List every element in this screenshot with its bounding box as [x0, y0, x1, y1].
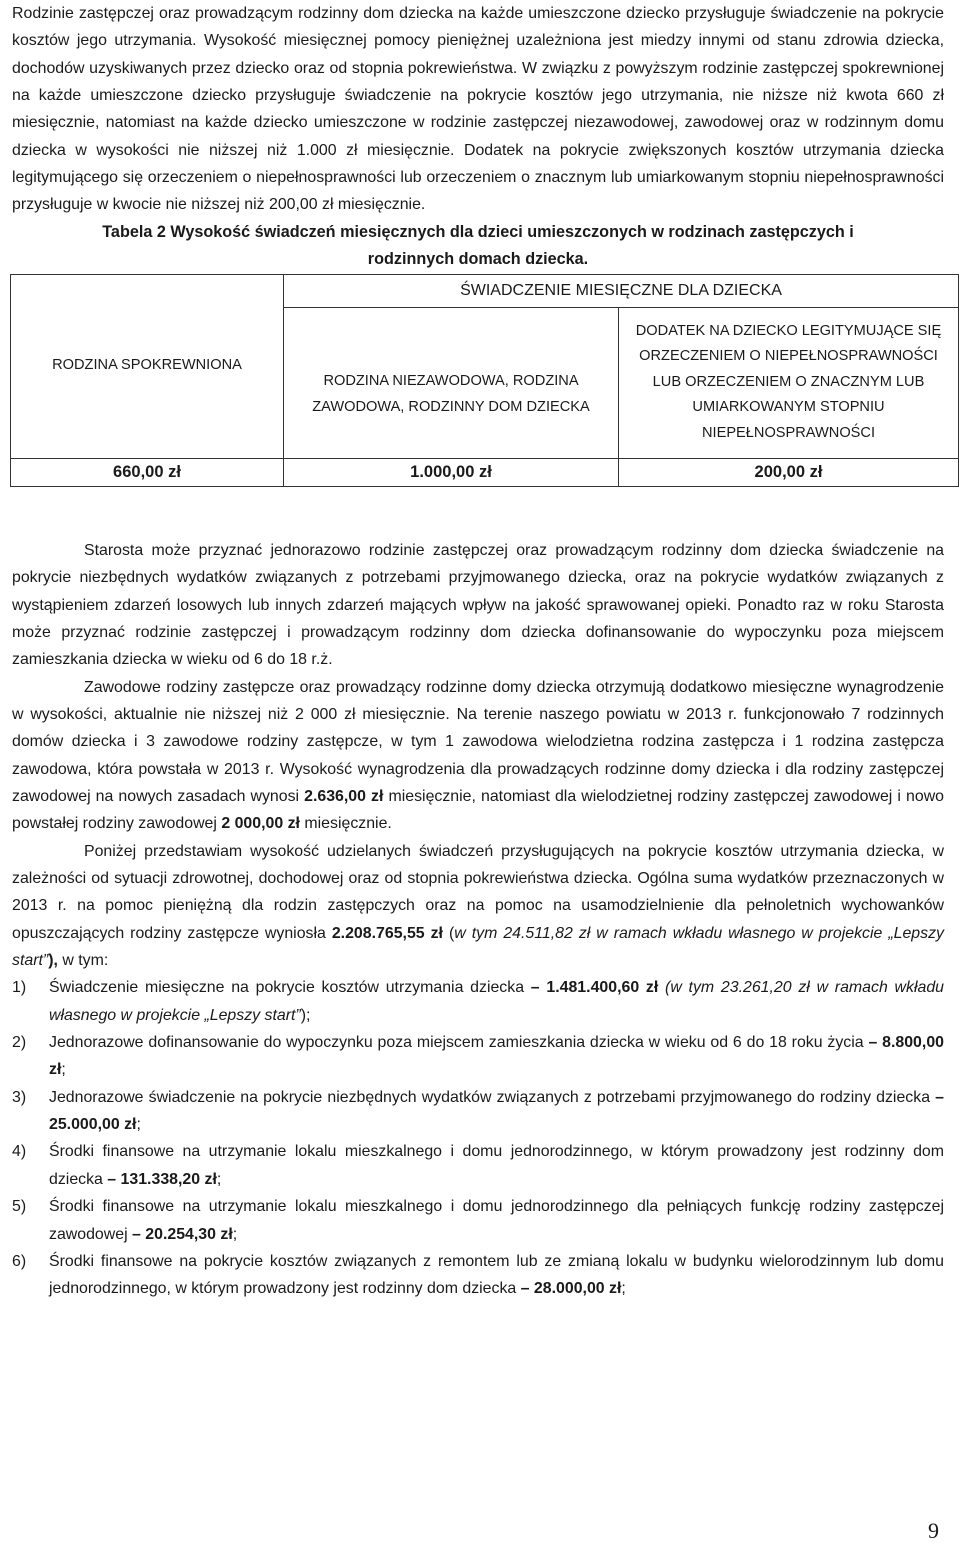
list-item: 2) Jednorazowe dofinansowanie do wypoczynku poza miejscem zamieszkania dziecka w wieku od 6 do 18 roku życia – 8.800,00 zł; [12, 1034, 944, 1079]
page-number: 9 [928, 1518, 939, 1543]
paragraph-expenses-summary: Poniżej przedstawiam wysokość udzielanych świadczeń przysługujących na pokrycie kosztów utrzymania dziecka, w zależności od sytuacji zdrowotnej, dochodowej oraz od stopnia pokrewieństwa dziecka. Ogólna suma wydatków przeznaczonych w 2013 r. na pomoc pieniężną dla rodzin zastępczych oraz na pomoc na usamodzielnienie dla pełnoletnich wychowanków opuszczających rodziny zastępcze wyniosła 2.208.765,55 zł (w tym 24.511,82 zł w ramach wkładu własnego w projekcie „Lepszy start”), w tym: [12, 842, 944, 970]
document-page [12, 0, 944, 1303]
list-item: 1) Świadczenie miesięczne na pokrycie kosztów utrzymania dziecka – 1.481.400,60 zł (w tym 23.261,20 zł w ramach wkładu własnego w projekcie „Lepszy start”); [12, 979, 944, 1024]
list-item: 4) Środki finansowe na utrzymanie lokalu mieszkalnego i domu jednorodzinnego, w którym prowadzony jest rodzinny dom dziecka – 131.338,20 zł; [12, 1143, 944, 1188]
list-item: 5) Środki finansowe na utrzymanie lokalu mieszkalnego i domu jednorodzinnego dla pełniących funkcję rodziny zastępczej zawodowej – 20.254,30 zł; [12, 1198, 944, 1243]
table-value-related: 660,00 zł [11, 458, 284, 486]
expenses-list [12, 974, 944, 1302]
table-value-allowance: 200,00 zł [619, 458, 959, 486]
paragraph-benefits: Rodzinie zastępczej oraz prowadzącym rodzinny dom dziecka na każde umieszczone dziecko przysługuje świadczenie na pokrycie kosztów jego utrzymania. Wysokość miesięcznej pomocy pieniężnej uzależniona jest miedzy innymi od stanu zdrowia dziecka, dochodów uzyskiwanych przez dziecko oraz od stopnia pokrewieństwa. W związku z powyższym rodzinie zastępczej spokrewnionej na każde umieszczone dziecko przysługuje świadczenie na pokrycie kosztów jego utrzymania, nie niższe niż kwota 660 zł miesięcznie, natomiast na każde dziecko umieszczone w rodzinie zastępczej niezawodowej, zawodowej oraz w rodzinnym domu dziecka w wysokości nie niższej niż 1.000 zł miesięcznie. Dodatek na pokrycie zwiększonych kosztów utrzymania dziecka legitymującego się orzeczeniem o niepełnosprawności lub orzeczeniem o znacznym lub umiarkowanym stopniu niepełnosprawności przysługuje w kwocie nie niższej niż 200,00 zł miesięcznie. [12, 5, 944, 214]
list-item: 3) Jednorazowe świadczenie na pokrycie niezbędnych wydatków związanych z potrzebami przyjmowanego do rodziny dziecka – 25.000,00 zł; [12, 1088, 944, 1134]
table-header-related-family: RODZINA SPOKREWNIONA [11, 274, 284, 458]
table-value-non-related: 1.000,00 zł [284, 458, 619, 486]
table-group-header: ŚWIADCZENIE MIESIĘCZNE DLA DZIECKA [284, 274, 959, 307]
list-item: 6) Środki finansowe na pokrycie kosztów związanych z remontem lub ze zmianą lokalu w budynku wielorodzinnym lub domu jednorodzinnego, w którym prowadzony jest rodzinny dom dziecka – 28.000,00 zł; [12, 1252, 944, 1298]
paragraph-professional-families: Zawodowe rodziny zastępcze oraz prowadzący rodzinne domy dziecka otrzymują dodatkowo miesięczne wynagrodzenie w wysokości, aktualnie nie niższej niż 2 000 zł miesięcznie. Na terenie naszego powiatu w 2013 r. funkcjonowało 7 rodzinnych domów dziecka i 3 zawodowe rodziny zastępcze, w tym 1 zawodowa wielodzietna rodzina zastępcza i 1 rodzina zastępcza zawodowa, która powstała w 2013 r. Wysokość wynagrodzenia dla prowadzących rodzinne domy dziecka i dla rodziny zastępczej zawodowej na nowych zasadach wynosi 2.636,00 zł miesięcznie, natomiast dla wielodzietnej rodziny zastępczej zawodowej i nowo powstałej rodziny zawodowej 2 000,00 zł miesięcznie. [12, 678, 945, 833]
table-caption: Tabela 2 Wysokość świadczeń miesięcznych dla dzieci umieszczonych w rodzinach zastępczych i rodzinnych domach dziecka. [102, 222, 854, 269]
table-header-disability-allowance: DODATEK NA DZIECKO LEGITYMUJĄCE SIĘ ORZECZENIEM O NIEPEŁNOSPRAWNOŚCI LUB ORZECZENIEM O ZNACZNYM LUB UMIARKOWANYM STOPNIU NIEPEŁNOSPRAWNOŚCI [619, 307, 959, 458]
benefits-table [10, 274, 959, 487]
paragraph-one-time-benefits: Starosta może przyznać jednorazowo rodzinie zastępczej oraz prowadzącym rodzinny dom dziecka świadczenie na pokrycie niezbędnych wydatków związanych z potrzebami przyjmowanego dziecka, oraz na pokrycie wydatków związanych z wystąpieniem zdarzeń losowych lub innych zdarzeń mających wpływ na jakość sprawowanej opieki. Ponadto raz w roku Starosta może przyznać rodzinie zastępczej i prowadzącym rodzinny dom dziecka dofinansowanie do wypoczynku poza miejscem zamieszkania dziecka w wieku od 6 do 18 r.ż. [12, 541, 944, 669]
table-header-non-related-family: RODZINA NIEZAWODOWA, RODZINA ZAWODOWA, RODZINNY DOM DZIECKA [284, 307, 619, 458]
